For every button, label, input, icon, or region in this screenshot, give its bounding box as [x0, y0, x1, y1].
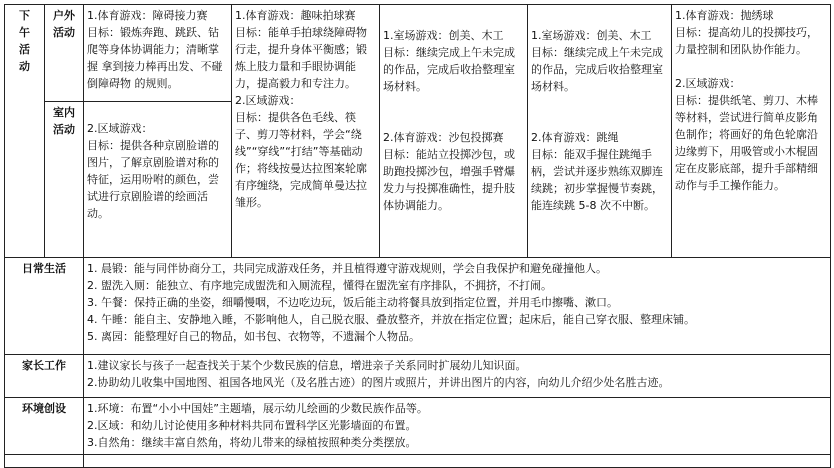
day1-outdoor-cell: 1.体育游戏：障碍接力赛 目标：锻炼奔跑、跳跃、钻爬等身体协调能力；清晰掌握 拿到接力棒再出发、不碰倒障碍物 的规则。 — [84, 5, 232, 102]
daily-life-label: 日常生活 — [5, 258, 84, 355]
empty-cell — [5, 455, 84, 468]
afternoon-plan-table — [4, 4, 831, 468]
daily-item: 4. 午睡：能自主、安静地入睡，不影响他人，自己脱衣服、叠放整齐，并放在指定位置；起床后，能自己穿衣服、整理床铺。 — [87, 313, 695, 326]
parents-item: 2.协助幼儿收集中国地图、祖国各地风光（及名胜古迹）的图片或照片，并讲出图片的内容，向幼儿介绍少处名胜古迹。 — [87, 376, 670, 389]
environment-label: 环境创设 — [5, 398, 84, 455]
indoor-label-cell — [45, 102, 84, 258]
parents-work-label: 家长工作 — [5, 355, 84, 398]
outdoor-label: 户外活动 — [53, 9, 75, 39]
daily-item: 3. 午餐：保持正确的坐姿，细嚼慢咽，不边吃边玩，饭后能主动将餐具放到指定位置，并用毛巾擦嘴、漱口。 — [87, 296, 618, 309]
outdoor-label-cell — [45, 5, 84, 102]
day2-activity-cell: 1.体育游戏：趣味拍球赛 目标：能单手拍球绕障碍物行走，提升身体平衡感；锻炼上肢力量和手眼协调能力，提高毅力和专注力。 2.区域游戏： 目标：提供各色毛线、筷子、剪刀等材料，学会“绕线”“穿线”“打结”等基础动作；将线按曼达拉图案轮廓有序缠绕，完成简单曼达拉雏形。 — [232, 5, 380, 258]
indoor-label: 室内活动 — [53, 106, 75, 136]
parents-work-content — [84, 355, 831, 398]
environment-item: 1.环境：布置“小小中国娃”主题墙，展示幼儿绘画的少数民族作品等。 — [87, 402, 428, 415]
daily-item: 1. 晨锻：能与同伴协商分工，共同完成游戏任务，并且植得遵守游戏规则，学会自我保护和避免碰撞他人。 — [87, 262, 607, 275]
parents-item: 1.建议家长与孩子一起查找关于某个少数民族的信息，增进亲子关系同时扩展幼儿知识面。 — [87, 359, 527, 372]
environment-item: 2.区域：和幼儿讨论使用多种材料共同布置科学区光影墙面的布置。 — [87, 419, 417, 432]
day4-activity-cell: 1.室场游戏：创美、木工 目标：继续完成上午未完成的作品，完成后收拾整理室场材料。 2.体育游戏：跳绳 目标：能双手握住跳绳手柄，尝试并逐步熟练双脚连续跳；初步掌握慢节奏跳，能连续跳 5-8 次不中断。 — [528, 5, 672, 258]
empty-cell — [84, 455, 831, 468]
day5-activity-cell: 1.体育游戏：抛绣球 目标：提高幼儿的投掷技巧，力量控制和团队协作能力。 2.区域游戏： 目标：提供纸笔、剪刀、木棒等材料，尝试进行简单皮影角色制作；将画好的角色轮廓沿边缘剪下，用吸管或小木棍固定在皮影底部，提升手部精细动作与手工操作能力。 — [672, 5, 831, 258]
daily-item: 5. 离园：能整理好自己的物品，如书包、衣物等，不遗漏个人物品。 — [87, 330, 420, 343]
afternoon-label: 下午活动 — [19, 9, 30, 73]
daily-item: 2. 盥洗入厕：能独立、有序地完成盥洗和入厕流程，懂得在盥洗室有序排队，不拥挤，不打闹。 — [87, 279, 552, 292]
daily-life-content — [84, 258, 831, 355]
day3-activity-cell: 1.室场游戏：创美、木工 目标：继续完成上午未完成的作品，完成后收拾整理室场材料。 2.体育游戏：沙包投掷赛 目标：能站立投掷沙包，或助跑投掷沙包，增强手臂爆发力与投掷准确性，提升肢体协调能力。 — [380, 5, 528, 258]
afternoon-section-label — [5, 5, 45, 258]
environment-item: 3.自然角：继续丰富自然角，将幼儿带来的绿植按照种类分类摆放。 — [87, 436, 417, 449]
day1-indoor-cell: 2.区域游戏： 目标：提供各种京剧脸谱的图片，了解京剧脸谱对称的特征，运用吩咐的颜色，尝试进行京剧脸谱的绘画活动。 — [84, 102, 232, 258]
environment-content — [84, 398, 831, 455]
